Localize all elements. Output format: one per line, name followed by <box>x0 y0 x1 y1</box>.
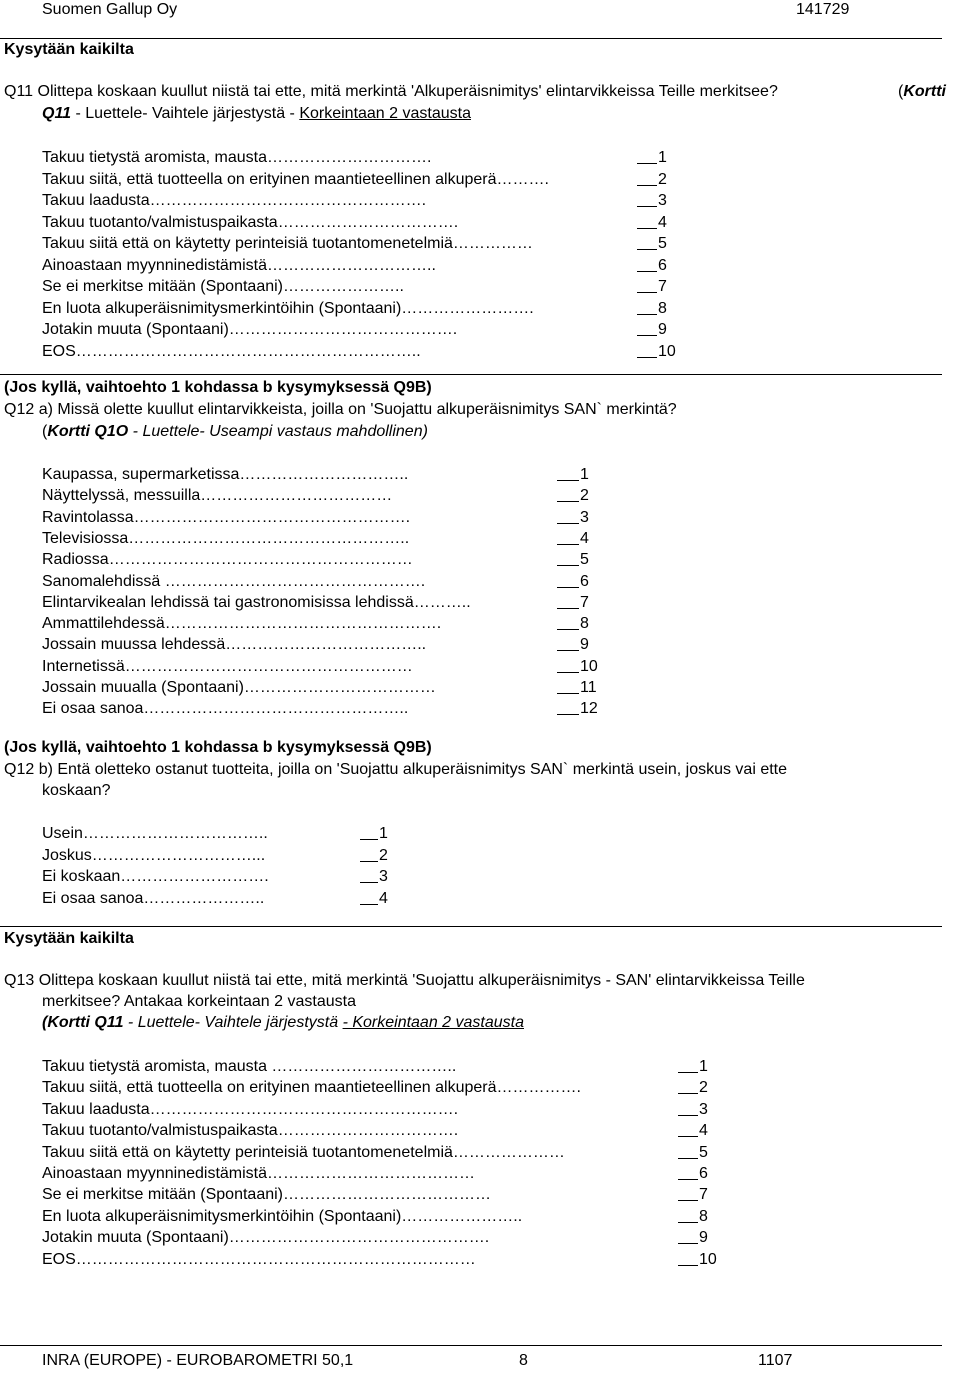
answer-blank[interactable] <box>678 1251 698 1266</box>
option-code[interactable] <box>557 635 589 655</box>
option-code[interactable] <box>360 867 388 887</box>
option-label: Jotakin muuta (Spontaani)……………………………………. <box>42 321 458 338</box>
option-label: Se ei merkitse mitään (Spontaani)………………………………… <box>42 1186 491 1204</box>
option-code[interactable] <box>678 1164 708 1184</box>
code-number: 2 <box>379 846 388 864</box>
option-label: En luota alkuperäisnimitysmerkintöihin (Spontaani)……………………. <box>42 299 534 317</box>
answer-blank[interactable] <box>557 700 579 715</box>
answer-blank[interactable] <box>557 466 579 481</box>
filter-instruction: (Jos kyllä, vaihtoehto 1 kohdassa b kysymyksessä Q9B) <box>4 379 432 396</box>
option-code[interactable] <box>557 465 589 485</box>
answer-blank[interactable] <box>637 149 657 164</box>
code-number: 8 <box>699 1207 708 1225</box>
option-code[interactable] <box>637 148 667 168</box>
option-label: Takuu siitä, että tuotteella on erityinen maantieteellinen alkuperä……………. <box>42 1079 581 1097</box>
option-code[interactable] <box>557 699 598 719</box>
code-number: 10 <box>580 657 598 675</box>
option-code[interactable] <box>637 234 667 254</box>
answer-blank[interactable] <box>637 257 657 272</box>
code-number: 3 <box>580 508 589 526</box>
answer-blank[interactable] <box>678 1058 698 1073</box>
paren: ( <box>42 423 48 440</box>
q13-question: Q13 Olittepa koskaan kuullut niistä tai ette, mitä merkintä 'Suojattu alkuperäisnimitys - SAN' elintarvikkeissa Teille <box>4 972 805 989</box>
option-label: Televisiossa…………………………………………….. <box>42 529 410 547</box>
answer-blank[interactable] <box>637 171 657 186</box>
option-label: Internetissä……………………………………………… <box>42 657 413 675</box>
option-label: Takuu siitä että on käytetty perinteisiä tuotantomenetelmiä………………… <box>42 1143 565 1161</box>
code-number: 2 <box>699 1079 708 1097</box>
option-code[interactable] <box>557 508 589 528</box>
option-code[interactable] <box>557 657 598 677</box>
q12a-instruction <box>42 422 428 442</box>
code-number: 1 <box>699 1058 708 1075</box>
q13-question-cont: merkitsee? Antakaa korkeintaan 2 vastausta <box>42 993 356 1010</box>
option-code[interactable] <box>637 191 667 211</box>
option-label: Ainoastaan myynninedistämistä………………………………… <box>42 1165 476 1182</box>
instruction-text: - Luettele- Vaihtele järjestystä - <box>71 105 300 122</box>
answer-blank[interactable] <box>678 1122 698 1137</box>
option-label: Takuu siitä että on käytetty perinteisiä tuotantomenetelmiä…………… <box>42 235 533 252</box>
answer-blank[interactable] <box>557 487 579 502</box>
code-number: 9 <box>580 636 589 654</box>
section-heading: Kysytään kaikilta <box>4 41 134 58</box>
divider <box>0 38 942 39</box>
divider <box>0 926 942 927</box>
footer-left: INRA (EUROPE) - EUROBAROMETRI 50,1 <box>42 1352 354 1369</box>
answer-blank[interactable] <box>360 868 378 883</box>
code-number: 6 <box>580 572 589 590</box>
option-label: Usein…………………………….. <box>42 825 268 842</box>
code-number: 1 <box>658 149 667 166</box>
document-code: 141729 <box>796 1 850 18</box>
code-number: 7 <box>658 278 667 295</box>
option-label: Ammattilehdessä……………………………………………. <box>42 615 442 633</box>
code-number: 1 <box>379 825 388 842</box>
answer-blank[interactable] <box>557 679 579 694</box>
option-code[interactable] <box>557 593 589 613</box>
code-number: 2 <box>658 170 667 188</box>
option-code[interactable] <box>557 614 589 634</box>
code-number: 8 <box>580 615 589 633</box>
answer-blank[interactable] <box>637 321 657 336</box>
page-number: 8 <box>519 1352 528 1369</box>
code-number: 3 <box>658 192 667 209</box>
code-number: 6 <box>658 256 667 274</box>
code-number: 6 <box>699 1165 708 1182</box>
instruction-text: - Luettele- Vaihtele järjestystä <box>123 1014 343 1031</box>
answer-blank[interactable] <box>637 343 657 358</box>
code-number: 8 <box>658 299 667 317</box>
code-number: 5 <box>658 235 667 252</box>
code-number: 7 <box>580 593 589 611</box>
option-label: Jossain muualla (Spontaani)……………………………… <box>42 679 436 696</box>
option-label: Kaupassa, supermarketissa………………………….. <box>42 466 409 483</box>
card-code: Q11 <box>42 105 72 122</box>
option-code[interactable] <box>557 486 589 506</box>
footer-right: 1107 <box>758 1352 793 1369</box>
code-number: 7 <box>699 1186 708 1204</box>
option-label: Ei osaa sanoa………………….. <box>42 889 265 907</box>
answer-blank[interactable] <box>637 192 657 207</box>
option-code[interactable] <box>557 572 589 592</box>
option-label: EOS……………………………………………………….. <box>42 342 421 360</box>
code-number: 12 <box>580 700 598 718</box>
answer-blank[interactable] <box>557 551 579 566</box>
option-code[interactable] <box>637 299 667 319</box>
option-label: Ainoastaan myynninedistämistä………………………….. <box>42 256 436 274</box>
option-code[interactable] <box>678 1057 708 1077</box>
code-number: 2 <box>580 487 589 505</box>
answer-blank[interactable] <box>637 300 657 315</box>
answer-blank[interactable] <box>557 573 579 588</box>
divider <box>0 374 942 375</box>
code-number: 3 <box>699 1100 708 1118</box>
option-code[interactable] <box>637 213 667 233</box>
option-code[interactable] <box>678 1078 708 1098</box>
option-label: Takuu tietystä aromista, mausta…………………………. <box>42 149 432 166</box>
kortti-label: Kortti <box>903 83 946 100</box>
code-number: 9 <box>658 321 667 338</box>
option-label: Ei koskaan………………………. <box>42 868 269 885</box>
code-number: 4 <box>379 889 388 907</box>
paren: ( <box>898 83 904 100</box>
option-label: Ei osaa sanoa………………………………………….. <box>42 700 409 718</box>
option-code[interactable] <box>360 889 388 909</box>
code-number: 4 <box>658 213 667 231</box>
q11-instruction-start <box>898 82 946 102</box>
code-number: 3 <box>379 868 388 885</box>
answer-blank[interactable] <box>637 278 657 293</box>
option-label: Takuu laadusta…………………………………………………. <box>42 1100 459 1118</box>
answer-blank[interactable] <box>678 1208 698 1223</box>
q12b-question-cont: koskaan? <box>42 782 111 799</box>
option-code[interactable] <box>557 678 597 698</box>
kortti-label: Kortti Q1O <box>47 423 129 440</box>
option-code[interactable] <box>678 1185 708 1205</box>
q12b-question: Q12 b) Entä oletteko ostanut tuotteita, joilla on 'Suojattu alkuperäisnimitys SAN` merkintä usein, joskus vai ette <box>4 761 788 778</box>
option-code[interactable] <box>637 256 667 276</box>
option-code[interactable] <box>360 846 388 866</box>
q11-question: Q11 Olittepa koskaan kuullut niistä tai ette, mitä merkintä 'Alkuperäisnimitys' elintarvikkeissa Teille merkitsee? <box>4 83 778 100</box>
option-label: Elintarvikealan lehdissä tai gastronomisissa lehdissä……….. <box>42 593 471 611</box>
answer-blank[interactable] <box>678 1101 698 1116</box>
option-code[interactable] <box>637 342 676 362</box>
option-code[interactable] <box>678 1121 708 1141</box>
option-label: EOS………………………………………………………………… <box>42 1250 476 1268</box>
divider <box>0 1345 942 1346</box>
option-code[interactable] <box>360 824 388 844</box>
option-label: Takuu tietystä aromista, mausta …………………………….. <box>42 1058 457 1075</box>
option-label: Takuu laadusta……………………………………………. <box>42 192 427 209</box>
option-label: Takuu siitä, että tuotteella on erityinen maantieteellinen alkuperä………. <box>42 170 549 188</box>
option-code[interactable] <box>557 529 589 549</box>
option-code[interactable] <box>678 1250 717 1270</box>
option-code[interactable] <box>678 1228 708 1248</box>
option-code[interactable] <box>678 1207 708 1227</box>
answer-blank[interactable] <box>678 1186 698 1201</box>
answer-blank[interactable] <box>557 615 579 630</box>
option-code[interactable] <box>637 170 667 190</box>
answer-blank[interactable] <box>557 658 579 673</box>
option-label: Takuu tuotanto/valmistuspaikasta……………………………. <box>42 213 459 231</box>
code-number: 9 <box>699 1229 708 1247</box>
answer-blank[interactable] <box>557 509 579 524</box>
code-number: 10 <box>658 342 676 360</box>
code-number: 5 <box>580 551 589 569</box>
max-answers: Korkeintaan 2 vastausta <box>299 105 471 122</box>
option-label: Joskus…………………………... <box>42 846 266 864</box>
code-number: 11 <box>580 679 597 696</box>
option-code[interactable] <box>678 1100 708 1120</box>
max-answers: - Korkeintaan 2 vastausta <box>342 1014 524 1031</box>
option-code[interactable] <box>637 320 667 340</box>
instruction-text: - Luettele- Useampi vastaus mahdollinen) <box>128 423 428 440</box>
code-number: 1 <box>580 466 589 483</box>
answer-blank[interactable] <box>557 594 579 609</box>
option-label: Takuu tuotanto/valmistuspaikasta……………………………. <box>42 1122 459 1140</box>
filter-instruction: (Jos kyllä, vaihtoehto 1 kohdassa b kysymyksessä Q9B) <box>4 739 432 756</box>
option-code[interactable] <box>678 1143 708 1163</box>
code-number: 5 <box>699 1143 708 1161</box>
answer-blank[interactable] <box>678 1144 698 1159</box>
code-number: 4 <box>580 529 589 547</box>
answer-blank[interactable] <box>637 235 657 250</box>
q11-instruction <box>42 104 471 124</box>
option-label: Radiossa………………………………………………… <box>42 551 413 569</box>
q13-instruction <box>42 1013 524 1033</box>
answer-blank[interactable] <box>557 636 579 651</box>
answer-blank[interactable] <box>678 1165 698 1180</box>
q12a-question: Q12 a) Missä olette kuullut elintarvikkeista, joilla on 'Suojattu alkuperäisnimitys SAN` merkintä? <box>4 401 677 418</box>
answer-blank[interactable] <box>557 530 579 545</box>
kortti-label: (Kortti Q11 <box>42 1014 124 1031</box>
answer-blank[interactable] <box>360 825 378 840</box>
answer-blank[interactable] <box>360 847 378 862</box>
company-name: Suomen Gallup Oy <box>42 1 178 18</box>
option-label: En luota alkuperäisnimitysmerkintöihin (Spontaani)………………….. <box>42 1207 523 1225</box>
code-number: 4 <box>699 1122 708 1140</box>
option-label: Jossain muussa lehdessä……………………………….. <box>42 636 427 654</box>
option-code[interactable] <box>557 550 589 570</box>
section-heading: Kysytään kaikilta <box>4 930 134 947</box>
option-label: Ravintolassa……………………………………………. <box>42 508 411 526</box>
option-label: Näyttelyssä, messuilla……………………………… <box>42 487 393 505</box>
answer-blank[interactable] <box>637 214 657 229</box>
answer-blank[interactable] <box>678 1229 698 1244</box>
answer-blank[interactable] <box>678 1079 698 1094</box>
option-label: Se ei merkitse mitään (Spontaani)………………….. <box>42 278 404 295</box>
option-label: Jotakin muuta (Spontaani)…………………………………………. <box>42 1229 490 1247</box>
answer-blank[interactable] <box>360 890 378 905</box>
code-number: 10 <box>699 1250 717 1268</box>
option-code[interactable] <box>637 277 667 297</box>
option-label: Sanomalehdissä …………………………………………. <box>42 572 426 590</box>
